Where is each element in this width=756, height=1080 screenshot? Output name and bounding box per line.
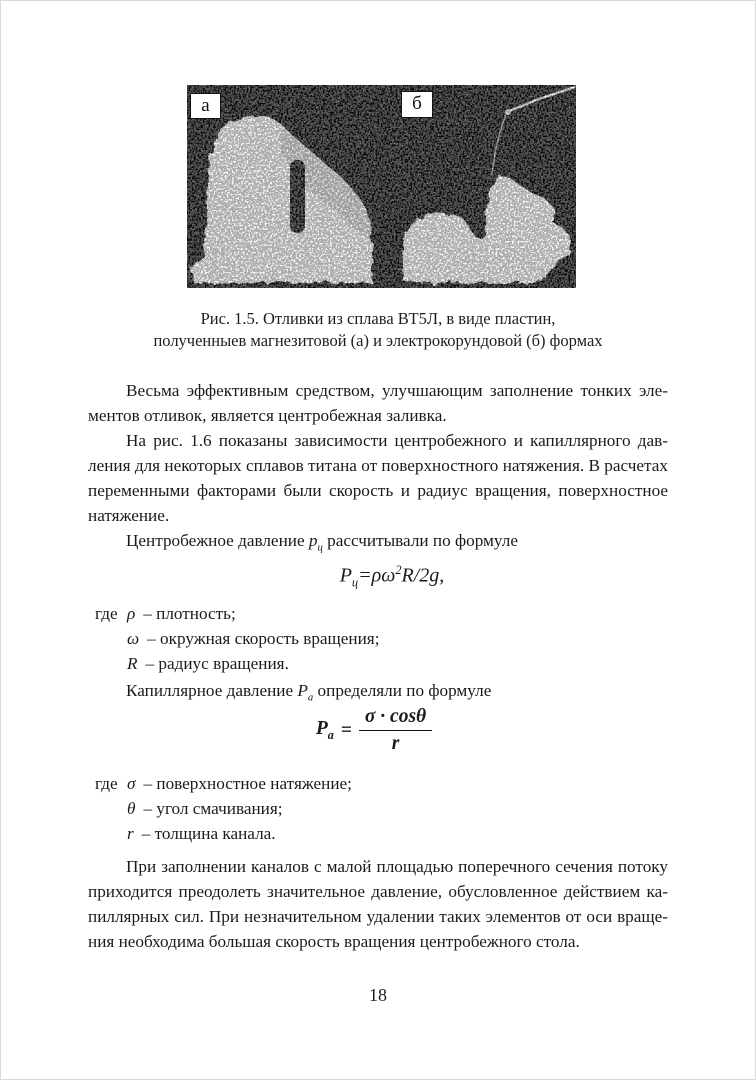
where-list-2 — [88, 771, 668, 846]
symbol-sigma: σ — [127, 774, 136, 793]
variable-p: p — [308, 531, 318, 550]
formula2-P: P — [315, 718, 328, 740]
where-item — [88, 821, 668, 846]
text-run: рассчитывали по формуле — [322, 531, 518, 550]
symbol-definition: – толщина канала. — [141, 824, 276, 843]
fraction-numerator: σ · cosθ — [359, 706, 432, 731]
symbol-omega: ω — [127, 629, 140, 648]
symbol-rho: ρ — [127, 604, 136, 623]
where-label: где — [95, 774, 118, 793]
text-line: На рис. 1.6 показаны зависимости центробежного и капиллярного дав- — [126, 431, 668, 450]
symbol-theta: θ — [127, 799, 136, 818]
where-item — [88, 626, 668, 651]
symbol-r: r — [127, 824, 134, 843]
fraction-denominator: r — [391, 733, 400, 754]
fraction — [359, 706, 432, 755]
text-line: ментов отливок, является центробежная заливка. — [88, 406, 447, 425]
formula1-mid: =ρω — [358, 564, 396, 587]
where-label: где — [95, 604, 118, 623]
where-item — [88, 796, 668, 821]
formula2-lhs-subscript: a — [327, 727, 334, 742]
text-line: При заполнении каналов с малой площадью поперечного сечения потоку — [126, 857, 668, 876]
where-item — [88, 771, 668, 796]
variable-p-subscript: ц — [317, 542, 323, 554]
paragraph-4 — [88, 854, 668, 954]
symbol-definition: – угол смачивания; — [143, 799, 283, 818]
symbol-definition: – радиус вращения. — [145, 654, 289, 673]
variable-P-subscript: a — [307, 692, 314, 704]
symbol-R: R — [127, 654, 138, 673]
text-run: Центробежное давление — [126, 531, 309, 550]
variable-P: P — [297, 681, 308, 700]
castings-photo-image — [187, 85, 576, 288]
where-item — [88, 601, 668, 626]
text-line: приходится преодолеть значительное давление, обусловленное действием ка- — [88, 882, 668, 901]
text-line: ления для некоторых сплавов титана от поверхностного натяжения. В расчетах — [88, 456, 668, 475]
formula1-lhs-subscript: ц — [351, 575, 359, 590]
symbol-definition: – окружная скорость вращения; — [147, 629, 380, 648]
symbol-definition: – плотность; — [143, 604, 236, 623]
paragraph-2 — [88, 428, 668, 528]
text-run: Капиллярное давление — [126, 681, 298, 700]
symbol-definition: – поверхностное натяжение; — [143, 774, 352, 793]
page-number: 18 — [369, 985, 387, 1005]
figure-caption-line2: полученныев магнезитовой (а) и электрокорундовой (б) формах — [153, 331, 603, 350]
photo-label-b: б — [401, 91, 433, 118]
formula1-lhs: P — [339, 564, 352, 587]
text-line: натяжение. — [88, 506, 170, 525]
formula2-lhs — [316, 718, 334, 743]
formula1-exponent: 2 — [395, 563, 402, 577]
formula-capillary-pressure — [84, 706, 664, 755]
equals-sign: = — [340, 719, 352, 741]
text-line: Весьма эффективным средством, улучшающим заполнение тонких эле- — [126, 381, 668, 400]
formula-centrifugal-pressure — [102, 556, 682, 597]
text-run: определяли по формуле — [313, 681, 492, 700]
text-line: ния необходима большая скорость вращения центробежного стола. — [88, 932, 580, 951]
figure-caption — [88, 308, 668, 352]
figure-photos — [187, 85, 576, 288]
where-item — [88, 651, 668, 676]
formula1-tail: R/2g, — [401, 564, 445, 587]
text-line: пиллярных сил. При незначительном удалении таких элементов от оси враще- — [88, 907, 668, 926]
where-list-1 — [88, 601, 668, 676]
paragraph-1 — [88, 378, 668, 428]
photo-label-a: а — [190, 93, 221, 119]
figure-caption-line1: Рис. 1.5. Отливки из сплава ВТ5Л, в виде пластин, — [200, 309, 556, 328]
text-line: переменными факторами были скорость и радиус вращения, поверхностное — [88, 481, 668, 500]
